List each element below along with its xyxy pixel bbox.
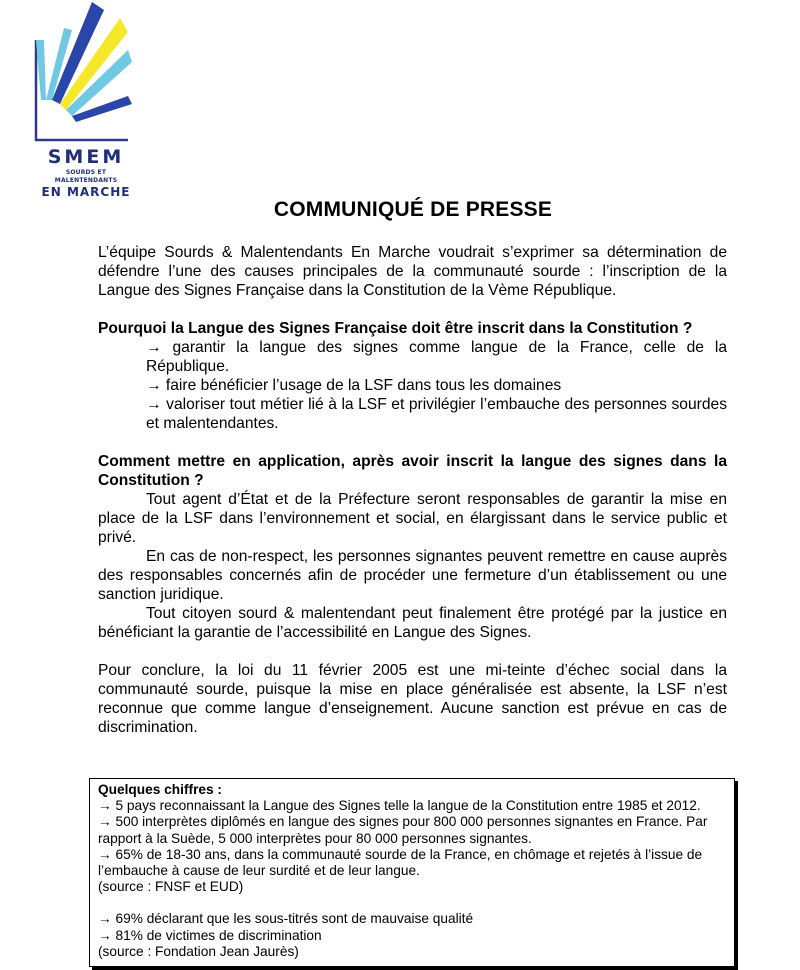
smem-logo [24,0,136,200]
section2-paragraph: En cas de non-respect, les personnes signantes peuvent remettre en cause auprès des responsables concernés afin de procéder une fermeture d’un établissement ou une sanction juridique. [98,548,727,603]
press-release-body [98,243,727,737]
section1-heading: Pourquoi la Langue des Signes Française doit être inscrit dans la Constitution ? [98,320,693,337]
figure-source: (source : Fondation Jean Jaurès) [98,943,299,959]
key-figures-box [89,778,735,967]
section2-paragraph: Tout citoyen sourd & malentendant peut finalement être protégé par la justice en bénéficiant la garantie de l’accessibilité en Langue des Signes. [98,605,727,641]
key-figures-heading: Quelques chiffres : [98,782,222,797]
smem-logo-graphic [24,0,136,145]
list-item: → valoriser tout métier lié à la LSF et privilégier l’embauche des personnes sourdes et malentendantes. [146,396,727,432]
figure-item: → 5 pays reconnaissant la Langue des Signes telle la langue de la Constitution entre 1985 et 2012. [98,798,701,814]
figure-item: → 81% de victimes de discrimination [98,927,322,943]
figure-item: → 65% de 18-30 ans, dans la communauté sourde de la France, en chômage et rejetés à l’issue de l’embauche à cause de leur surdité et de leur langue. [98,846,703,879]
list-item: → faire bénéficier l’usage de la LSF dans tous les domaines [146,377,562,394]
list-item: → garantir la langue des signes comme langue de la France, celle de la République. [146,339,727,375]
conclusion-paragraph: Pour conclure, la loi du 11 février 2005 est une mi-teinte d’échec social dans la communauté sourde, puisque la mise en place généralisée est absente, la LSF n’est reconnue que comme langue d’enseignement. Aucune sanction est prévue en cas de discrimination. [98,662,727,736]
intro-paragraph: L’équipe Sourds & Malentendants En Marche voudrait s’exprimer sa détermination de défendre l’une des causes principales de la communauté sourde : l’inscription de la Langue des Signes Française dans la Constitution de la Vème République. [98,244,727,299]
section1-list [98,338,727,433]
section2-paragraph: Tout agent d’État et de la Préfecture seront responsables de garantir la mise en place de la LSF dans l’environnement et social, en élargissant dans le service public et privé. [98,491,727,546]
figure-item: → 500 interprètes diplômés en langue des signes pour 800 000 personnes signantes en France. Par rapport à la Suède, 5 000 interprètes pour 80 000 personnes signantes. [98,814,708,846]
section2-heading: Comment mettre en application, après avoir inscrit la langue des signes dans la Constitution ? [98,453,727,489]
page-title: COMMUNIQUÉ DE PRESSE [273,198,553,221]
logo-name: SMEM [47,146,125,168]
figure-source: (source : FNSF et EUD) [98,879,244,895]
logo-subtitle-2: EN MARCHE [41,185,131,199]
logo-subtitle: SOURDS ET MALENTENDANTS [54,169,118,184]
figure-item: → 69% déclarant que les sous-titrés sont de mauvaise qualité [98,911,474,927]
